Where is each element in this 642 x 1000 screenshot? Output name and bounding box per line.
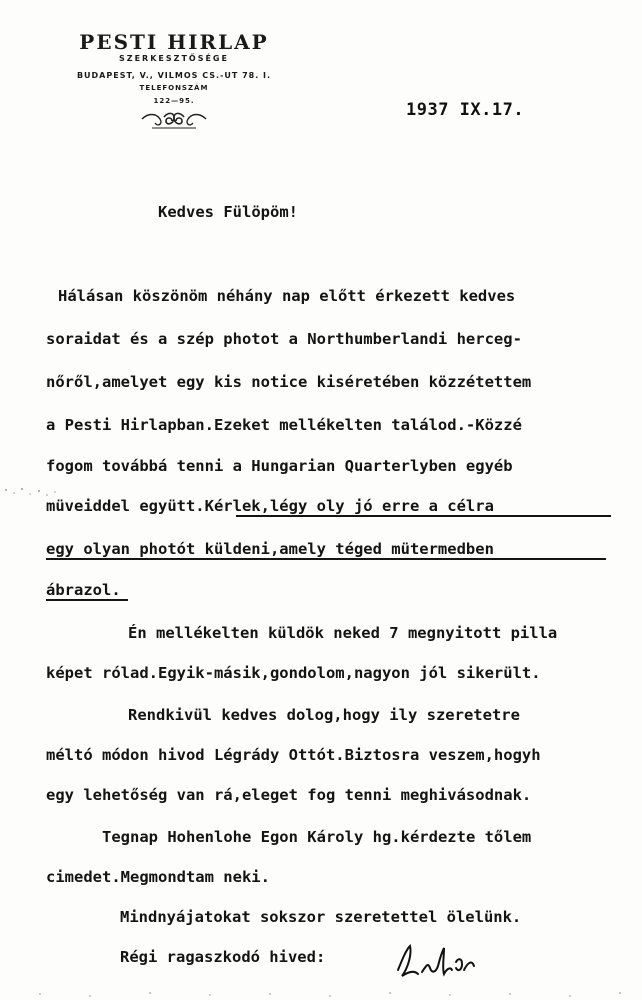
body-line: nőről,amelyet egy kis notice kiséretében közzétettem: [46, 373, 532, 391]
body-line: soraidat és a szép photot a Northumberlandi herceg-: [46, 330, 522, 348]
newspaper-name: PESTI HIRLAP: [79, 30, 269, 54]
ornament-icon: [138, 111, 210, 131]
underline-mark: [46, 558, 606, 560]
body-line: ábrazol.: [46, 581, 121, 599]
phone-number: 122—95.: [153, 97, 195, 105]
body-line: Rendkivül kedves dolog,hogy ily szeretetre: [128, 706, 520, 724]
body-line: a Pesti Hirlapban.Ezeket mellékelten találod.-Közzé: [46, 416, 522, 434]
closing-line: Mindnyájatokat sokszor szeretettel ölelünk.: [120, 908, 522, 926]
body-line: egy lehetőség van rá,eleget fog tenni meghivásodnak.: [46, 786, 532, 804]
valediction: Régi ragaszkodó hived:: [120, 948, 326, 966]
body-line: cimedet.Megmondtam neki.: [46, 868, 270, 886]
body-line: Én mellékelten küldök neked 7 megnyitott pilla: [128, 624, 558, 642]
phone-label: TELEFONSZÁM: [139, 84, 209, 92]
underline-mark: [236, 515, 611, 517]
salutation: Kedves Fülöpöm!: [158, 203, 298, 221]
letter-date: 1937 IX.17.: [406, 100, 525, 120]
body-line: Tegnap Hohenlohe Egon Károly hg.kérdezte tőlem: [102, 828, 532, 846]
department-label: SZERKESZTŐSÉGE: [119, 54, 229, 63]
body-line: fogom továbbá tenni a Hungarian Quarterlyben egyéb: [46, 457, 513, 475]
underline-mark: [46, 599, 128, 601]
body-line: Hálásan köszönöm néhány nap előtt érkezett kedves: [58, 287, 516, 305]
body-line: egy olyan photót küldeni,amely téged mütermedben: [46, 540, 494, 558]
handwritten-signature-icon: [392, 940, 482, 984]
body-line: képet rólad.Egyik-másik,gondolom,nagyon jól sikerült.: [46, 664, 541, 682]
letterhead: [38, 32, 310, 131]
body-line: méltó módon hivod Légrády Ottót.Biztosra veszem,hogyh: [46, 746, 541, 764]
body-line: müveiddel együtt.Kérlek,légy oly jó erre a célra: [46, 497, 494, 515]
address-line: BUDAPEST, V., VILMOS CS.-UT 78. I.: [76, 71, 272, 80]
